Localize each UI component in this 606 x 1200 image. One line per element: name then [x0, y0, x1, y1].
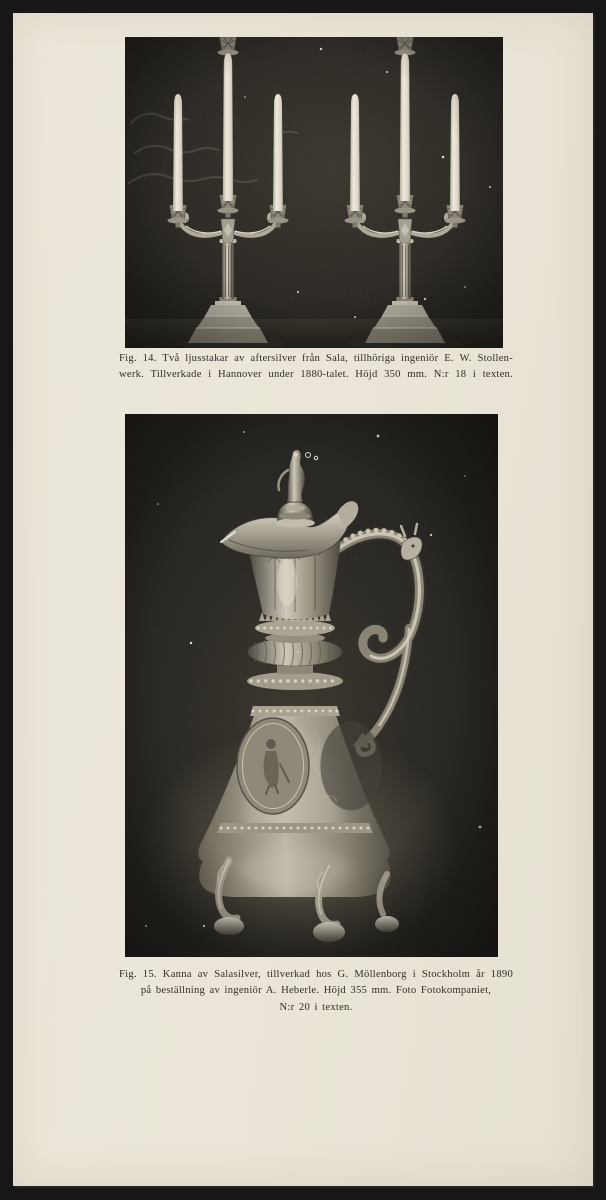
book-page	[13, 13, 593, 1186]
photo-candelabra-pair	[125, 37, 503, 348]
caption-fig-15	[119, 967, 513, 1016]
caption-line: Fig. 14. Två ljusstakar av aftersilver från Sala, tillhöriga ingeniör E. W. Stollen-	[119, 353, 513, 364]
photo-silver-ewer	[125, 414, 498, 957]
caption-line: Fig. 15. Kanna av Salasilver, tillverkad hos G. Möllenborg i Stockholm år 1890	[119, 969, 513, 980]
caption-fig-14	[119, 351, 513, 384]
caption-line: N:r 20 i texten.	[279, 1001, 353, 1013]
caption-line: på beställning av ingeniör A. Heberle. Höjd 355 mm. Foto Fotokompaniet,	[140, 985, 492, 997]
caption-line: werk. Tillverkade i Hannover under 1880-talet. Höjd 350 mm. N:r 18 i texten.	[119, 369, 513, 381]
